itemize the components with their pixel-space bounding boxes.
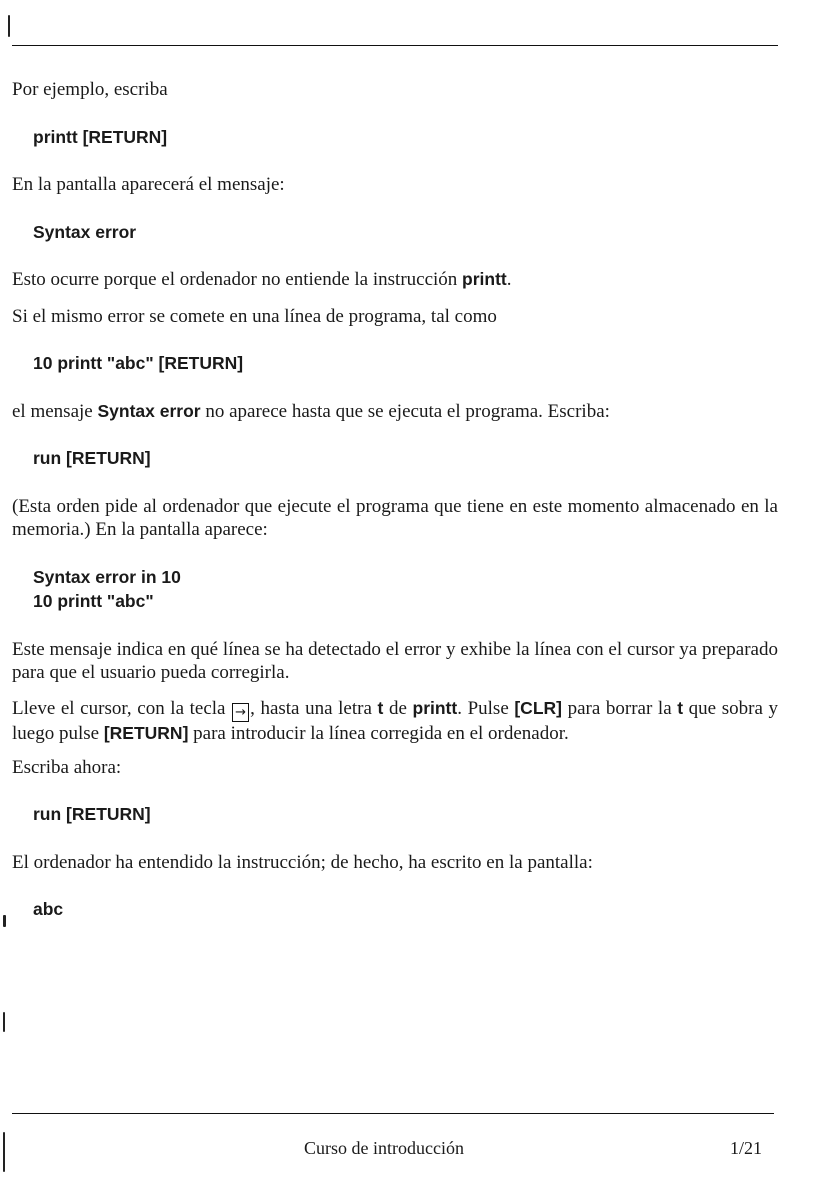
letter-t-2: t	[677, 698, 684, 718]
command-run: run [RETURN]	[33, 448, 151, 468]
return-key: [RETURN]	[103, 723, 189, 743]
printt-bold: printt	[412, 698, 458, 718]
paragraph-error-delay	[12, 400, 778, 423]
paragraph-cursor-instructions	[12, 697, 778, 745]
cursor-text-f: que sobra y luego pulse	[12, 698, 778, 744]
cursor-text-a: Lleve el cursor, con la tecla	[12, 698, 232, 719]
explanation-bold: printt	[462, 269, 507, 289]
cursor-text-b: , hasta una letra	[250, 698, 378, 719]
footer-rule	[12, 1113, 774, 1114]
margin-mark	[3, 1012, 5, 1032]
cursor-text-g: para introducir la línea corregida en el ordenador.	[188, 723, 569, 744]
letter-t: t	[377, 698, 384, 718]
paragraph-type-now: Escriba ahora:	[12, 757, 122, 778]
command-program-line: 10 printt "abc" [RETURN]	[33, 353, 244, 373]
error-delay-start: el mensaje	[12, 401, 98, 422]
margin-mark	[8, 15, 10, 37]
margin-mark	[3, 1132, 5, 1172]
clr-key: [CLR]	[514, 698, 562, 718]
paragraph-run-explanation: (Esta orden pide al ordenador que ejecute el programa que tiene en este momento almacenado en la memoria.) En la pantalla aparece:	[12, 496, 778, 540]
cursor-right-key-icon: →	[232, 703, 249, 722]
error-delay-end: no aparece hasta que se ejecuta el programa. Escriba:	[200, 401, 610, 422]
paragraph-explanation	[12, 268, 778, 291]
command-output-abc: abc	[33, 899, 64, 919]
command-listing-line: 10 printt "abc"	[33, 591, 154, 611]
explanation-text: Esto ocurre porque el ordenador no entiende la instrucción	[12, 269, 463, 290]
paragraph-example: Por ejemplo, escriba	[12, 79, 168, 100]
paragraph-program-line: Si el mismo error se comete en una línea de programa, tal como	[12, 306, 497, 327]
command-syntax-error: Syntax error	[33, 222, 137, 242]
paragraph-error-line: Este mensaje indica en qué línea se ha detectado el error y exhibe la línea con el cursor ya preparado para que el usuario pueda corregirla.	[12, 639, 778, 683]
margin-mark	[3, 915, 6, 927]
footer-title: Curso de introducción	[304, 1138, 464, 1158]
explanation-end: .	[506, 269, 512, 290]
error-delay-bold: Syntax error	[97, 401, 201, 421]
command-syntax-error-in-10: Syntax error in 10	[33, 567, 181, 587]
cursor-text-d: . Pulse	[457, 698, 515, 719]
paragraph-result: El ordenador ha entendido la instrucción; de hecho, ha escrito en la pantalla:	[12, 852, 593, 873]
command-run-2: run [RETURN]	[33, 804, 151, 824]
cursor-text-c: de	[383, 698, 413, 719]
command-printt: printt [RETURN]	[33, 127, 168, 147]
paragraph-screen-message: En la pantalla aparecerá el mensaje:	[12, 174, 285, 195]
cursor-text-e: para borrar la	[561, 698, 678, 719]
header-rule	[12, 45, 778, 46]
page-number: 1/21	[730, 1138, 763, 1158]
